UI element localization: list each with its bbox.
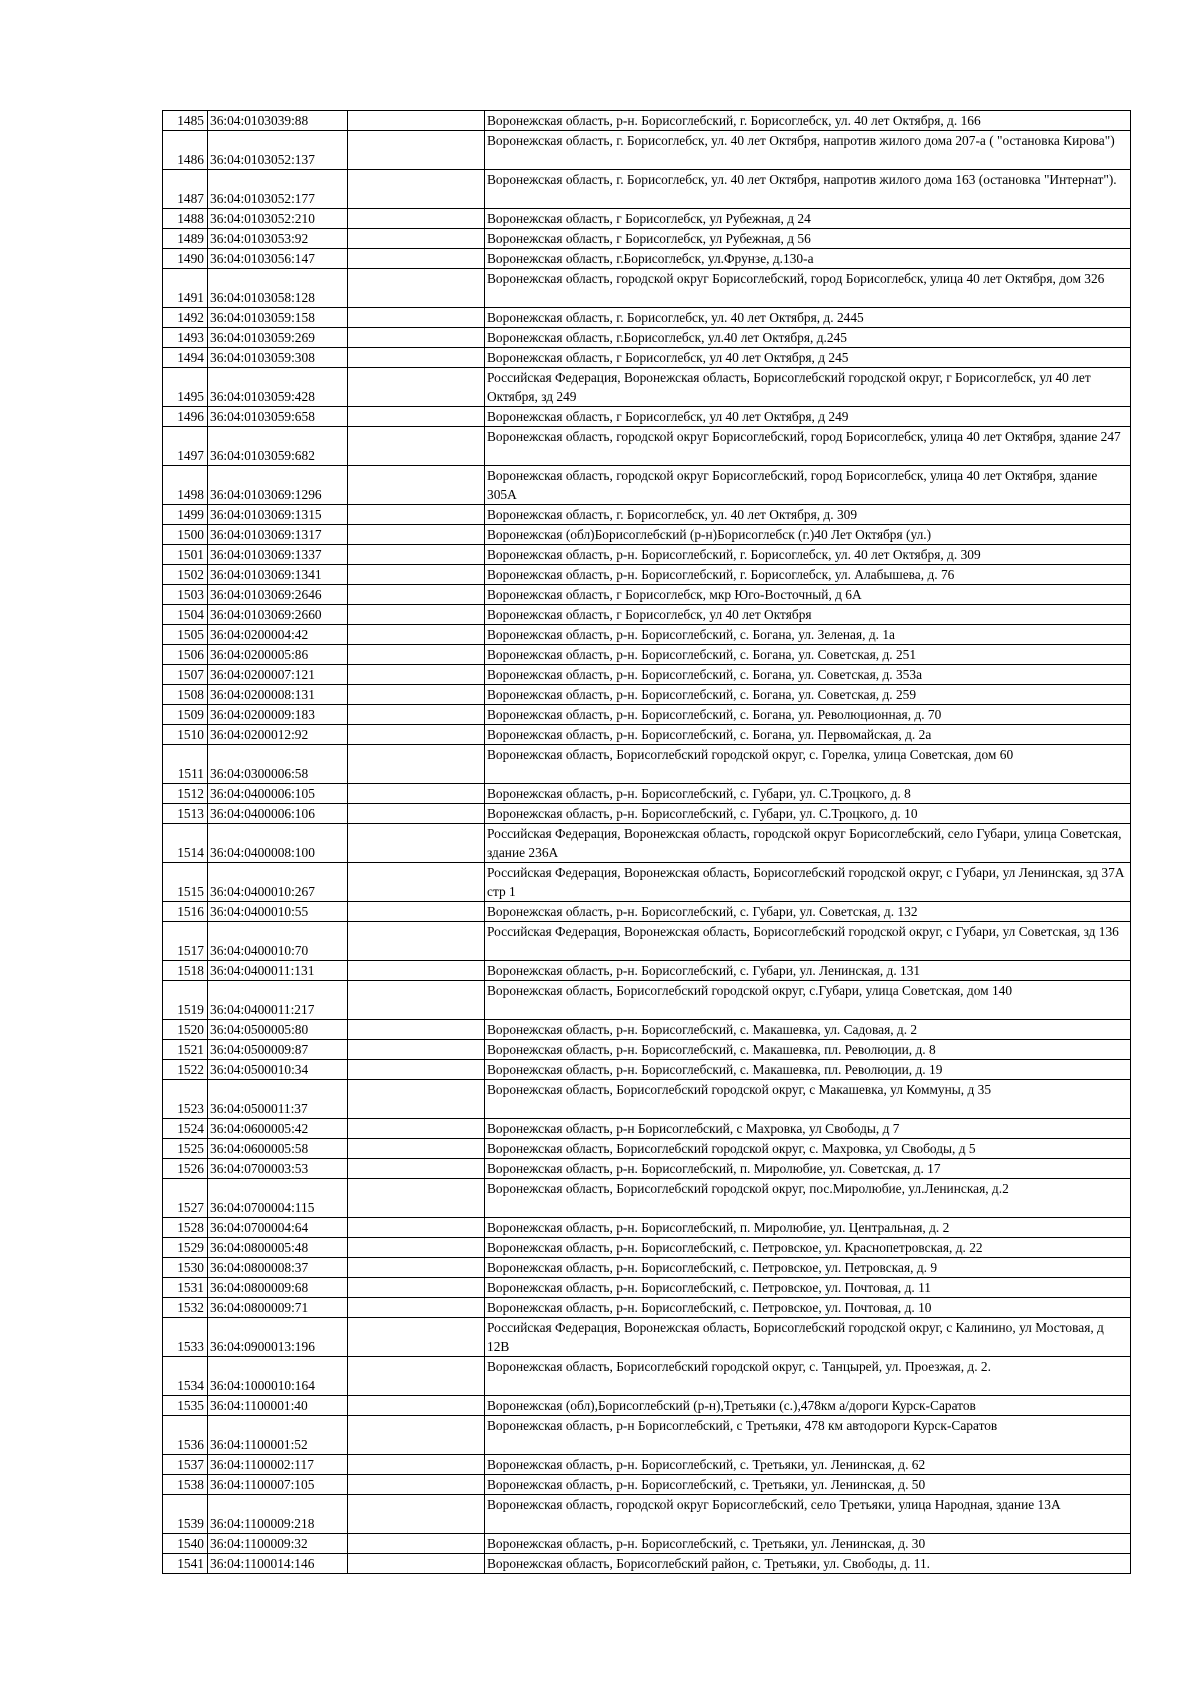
- address-cell: Воронежская область, р-н. Борисоглебский, с. Макашевка, пл. Революции, д. 19: [485, 1060, 1131, 1080]
- row-number-cell: 1492: [163, 308, 208, 328]
- address-cell: Воронежская область, р-н. Борисоглебский, с. Губари, ул. Советская, д. 132: [485, 902, 1131, 922]
- table-row: [163, 170, 1131, 209]
- row-number-cell: 1513: [163, 804, 208, 824]
- cadastral-number-cell: 36:04:0700004:115: [208, 1179, 348, 1218]
- table-row: [163, 645, 1131, 665]
- address-cell: Воронежская область, р-н. Борисоглебский, с. Губари, ул. С.Троцкого, д. 8: [485, 784, 1131, 804]
- empty-cell: [348, 1396, 485, 1416]
- cadastral-number-cell: 36:04:0200008:131: [208, 685, 348, 705]
- row-number-cell: 1508: [163, 685, 208, 705]
- row-number-cell: 1517: [163, 922, 208, 961]
- address-cell: Воронежская область, Борисоглебский городской округ, с. Горелка, улица Советская, дом 60: [485, 745, 1131, 784]
- table-row: [163, 981, 1131, 1020]
- row-number-cell: 1502: [163, 565, 208, 585]
- row-number-cell: 1497: [163, 427, 208, 466]
- table-row: [163, 269, 1131, 308]
- row-number-cell: 1503: [163, 585, 208, 605]
- empty-cell: [348, 784, 485, 804]
- address-cell: Воронежская область, г. Борисоглебск, ул. 40 лет Октября, напротив жилого дома 163 (остановка "Интернат").: [485, 170, 1131, 209]
- cadastral-number-cell: 36:04:0103069:1337: [208, 545, 348, 565]
- table-row: [163, 1534, 1131, 1554]
- row-number-cell: 1525: [163, 1139, 208, 1159]
- row-number-cell: 1519: [163, 981, 208, 1020]
- address-cell: Воронежская область, р-н. Борисоглебский, с. Макашевка, пл. Революции, д. 8: [485, 1040, 1131, 1060]
- table-row: [163, 407, 1131, 427]
- row-number-cell: 1534: [163, 1357, 208, 1396]
- address-cell: Воронежская область, р-н. Борисоглебский, с. Третьяки, ул. Ленинская, д. 30: [485, 1534, 1131, 1554]
- table-row: [163, 525, 1131, 545]
- table-row: [163, 784, 1131, 804]
- address-cell: Воронежская область, г Борисоглебск, ул Рубежная, д 24: [485, 209, 1131, 229]
- empty-cell: [348, 665, 485, 685]
- row-number-cell: 1523: [163, 1080, 208, 1119]
- table-row: [163, 328, 1131, 348]
- cadastral-number-cell: 36:04:0500010:34: [208, 1060, 348, 1080]
- address-cell: Российская Федерация, Воронежская область, Борисоглебский городской округ, с Калинино, ул Мостовая, д 12В: [485, 1318, 1131, 1357]
- empty-cell: [348, 545, 485, 565]
- cadastral-number-cell: 36:04:0400006:105: [208, 784, 348, 804]
- row-number-cell: 1488: [163, 209, 208, 229]
- cadastral-number-cell: 36:04:1100001:40: [208, 1396, 348, 1416]
- row-number-cell: 1528: [163, 1218, 208, 1238]
- address-cell: Российская Федерация, Воронежская область, Борисоглебский городской округ, г Борисоглебск, ул 40 лет Октября, зд 249: [485, 368, 1131, 407]
- address-cell: Воронежская область, г. Борисоглебск, ул. 40 лет Октября, напротив жилого дома 207-а ( "остановка Кирова"): [485, 131, 1131, 170]
- empty-cell: [348, 1139, 485, 1159]
- empty-cell: [348, 922, 485, 961]
- cadastral-number-cell: 36:04:0103059:428: [208, 368, 348, 407]
- row-number-cell: 1521: [163, 1040, 208, 1060]
- row-number-cell: 1527: [163, 1179, 208, 1218]
- empty-cell: [348, 170, 485, 209]
- address-cell: Воронежская область, Борисоглебский городской округ, с Макашевка, ул Коммуны, д 35: [485, 1080, 1131, 1119]
- address-cell: Воронежская область, Борисоглебский городской округ, пос.Миролюбие, ул.Ленинская, д.2: [485, 1179, 1131, 1218]
- cadastral-number-cell: 36:04:0103052:137: [208, 131, 348, 170]
- empty-cell: [348, 407, 485, 427]
- cadastral-number-cell: 36:04:1100001:52: [208, 1416, 348, 1455]
- table-row: [163, 111, 1131, 131]
- cadastral-number-cell: 36:04:0103059:658: [208, 407, 348, 427]
- table-row: [163, 427, 1131, 466]
- row-number-cell: 1490: [163, 249, 208, 269]
- table-row: [163, 1298, 1131, 1318]
- empty-cell: [348, 1258, 485, 1278]
- table-row: [163, 1495, 1131, 1534]
- empty-cell: [348, 585, 485, 605]
- cadastral-number-cell: 36:04:0400011:131: [208, 961, 348, 981]
- cadastral-number-cell: 36:04:0700004:64: [208, 1218, 348, 1238]
- cadastral-number-cell: 36:04:0103069:1317: [208, 525, 348, 545]
- table-row: [163, 961, 1131, 981]
- table-row: [163, 466, 1131, 505]
- cadastral-number-cell: 36:04:0600005:58: [208, 1139, 348, 1159]
- cadastral-number-cell: 36:04:0800008:37: [208, 1258, 348, 1278]
- address-cell: Воронежская (обл)Борисоглебский (р-н)Борисоглебск (г.)40 Лет Октября (ул.): [485, 525, 1131, 545]
- empty-cell: [348, 466, 485, 505]
- cadastral-number-cell: 36:04:0103069:2660: [208, 605, 348, 625]
- empty-cell: [348, 1416, 485, 1455]
- address-cell: Воронежская область, городской округ Борисоглебский, город Борисоглебск, улица 40 лет Октября, здание 247: [485, 427, 1131, 466]
- row-number-cell: 1541: [163, 1554, 208, 1574]
- address-cell: Российская Федерация, Воронежская область, Борисоглебский городской округ, с Губари, ул Советская, зд 136: [485, 922, 1131, 961]
- table-row: [163, 685, 1131, 705]
- row-number-cell: 1532: [163, 1298, 208, 1318]
- empty-cell: [348, 229, 485, 249]
- empty-cell: [348, 1040, 485, 1060]
- table-row: [163, 902, 1131, 922]
- row-number-cell: 1539: [163, 1495, 208, 1534]
- empty-cell: [348, 525, 485, 545]
- table-row: [163, 505, 1131, 525]
- empty-cell: [348, 1298, 485, 1318]
- row-number-cell: 1540: [163, 1534, 208, 1554]
- cadastral-number-cell: 36:04:1100007:105: [208, 1475, 348, 1495]
- empty-cell: [348, 1238, 485, 1258]
- table-row: [163, 1396, 1131, 1416]
- table-row: [163, 1475, 1131, 1495]
- address-cell: Воронежская (обл),Борисоглебский (р-н),Третьяки (с.),478км а/дороги Курск-Саратов: [485, 1396, 1131, 1416]
- row-number-cell: 1498: [163, 466, 208, 505]
- row-number-cell: 1510: [163, 725, 208, 745]
- address-cell: Воронежская область, р-н. Борисоглебский, с. Петровское, ул. Почтовая, д. 10: [485, 1298, 1131, 1318]
- cadastral-number-cell: 36:04:0103069:1296: [208, 466, 348, 505]
- cadastral-number-cell: 36:04:0103058:128: [208, 269, 348, 308]
- cadastral-number-cell: 36:04:0103069:1315: [208, 505, 348, 525]
- address-cell: Воронежская область, р-н. Борисоглебский, с. Богана, ул. Революционная, д. 70: [485, 705, 1131, 725]
- table-row: [163, 745, 1131, 784]
- row-number-cell: 1535: [163, 1396, 208, 1416]
- empty-cell: [348, 1119, 485, 1139]
- address-cell: Воронежская область, р-н Борисоглебский, с Махровка, ул Свободы, д 7: [485, 1119, 1131, 1139]
- row-number-cell: 1495: [163, 368, 208, 407]
- empty-cell: [348, 348, 485, 368]
- empty-cell: [348, 705, 485, 725]
- address-cell: Воронежская область, Борисоглебский район, с. Третьяки, ул. Свободы, д. 11.: [485, 1554, 1131, 1574]
- cadastral-number-cell: 36:04:0300006:58: [208, 745, 348, 784]
- cadastral-number-cell: 36:04:0200009:183: [208, 705, 348, 725]
- empty-cell: [348, 427, 485, 466]
- empty-cell: [348, 1455, 485, 1475]
- row-number-cell: 1515: [163, 863, 208, 902]
- row-number-cell: 1493: [163, 328, 208, 348]
- cadastral-number-cell: 36:04:0600005:42: [208, 1119, 348, 1139]
- table-row: [163, 665, 1131, 685]
- table-row: [163, 1159, 1131, 1179]
- address-cell: Воронежская область, р-н. Борисоглебский, с. Губари, ул. С.Троцкого, д. 10: [485, 804, 1131, 824]
- row-number-cell: 1507: [163, 665, 208, 685]
- address-cell: Воронежская область, р-н. Борисоглебский, с. Петровское, ул. Почтовая, д. 11: [485, 1278, 1131, 1298]
- address-cell: Воронежская область, р-н Борисоглебский, с Третьяки, 478 км автодороги Курск-Саратов: [485, 1416, 1131, 1455]
- row-number-cell: 1499: [163, 505, 208, 525]
- table-row: [163, 1554, 1131, 1574]
- row-number-cell: 1531: [163, 1278, 208, 1298]
- row-number-cell: 1520: [163, 1020, 208, 1040]
- address-cell: Воронежская область, г.Борисоглебск, ул.40 лет Октября, д.245: [485, 328, 1131, 348]
- empty-cell: [348, 961, 485, 981]
- address-cell: Воронежская область, городской округ Борисоглебский, город Борисоглебск, улица 40 лет Октября, дом 326: [485, 269, 1131, 308]
- table-row: [163, 1119, 1131, 1139]
- address-cell: Воронежская область, г Борисоглебск, ул Рубежная, д 56: [485, 229, 1131, 249]
- cadastral-number-cell: 36:04:0103059:308: [208, 348, 348, 368]
- address-cell: Воронежская область, р-н. Борисоглебский, с. Богана, ул. Советская, д. 251: [485, 645, 1131, 665]
- table-row: [163, 249, 1131, 269]
- table-row: [163, 131, 1131, 170]
- cadastral-number-cell: 36:04:0500005:80: [208, 1020, 348, 1040]
- row-number-cell: 1487: [163, 170, 208, 209]
- cadastral-number-cell: 36:04:1100002:117: [208, 1455, 348, 1475]
- cadastral-number-cell: 36:04:1100009:218: [208, 1495, 348, 1534]
- cadastral-number-cell: 36:04:0400010:267: [208, 863, 348, 902]
- table-row: [163, 209, 1131, 229]
- cadastral-number-cell: 36:04:0103053:92: [208, 229, 348, 249]
- address-cell: Воронежская область, Борисоглебский городской округ, с. Танцырей, ул. Проезжая, д. 2.: [485, 1357, 1131, 1396]
- address-cell: Воронежская область, г. Борисоглебск, ул. 40 лет Октября, д. 309: [485, 505, 1131, 525]
- empty-cell: [348, 308, 485, 328]
- cadastral-number-cell: 36:04:0400011:217: [208, 981, 348, 1020]
- cadastral-number-cell: 36:04:0103052:210: [208, 209, 348, 229]
- property-register-table: [162, 110, 1131, 1574]
- empty-cell: [348, 725, 485, 745]
- cadastral-number-cell: 36:04:0103052:177: [208, 170, 348, 209]
- table-body: [163, 111, 1131, 1574]
- table-row: [163, 1238, 1131, 1258]
- address-cell: Воронежская область, г.Борисоглебск, ул.Фрунзе, д.130-а: [485, 249, 1131, 269]
- table-row: [163, 368, 1131, 407]
- empty-cell: [348, 1495, 485, 1534]
- cadastral-number-cell: 36:04:0800009:71: [208, 1298, 348, 1318]
- empty-cell: [348, 368, 485, 407]
- table-row: [163, 1179, 1131, 1218]
- address-cell: Воронежская область, р-н. Борисоглебский, с. Богана, ул. Первомайская, д. 2а: [485, 725, 1131, 745]
- row-number-cell: 1537: [163, 1455, 208, 1475]
- cadastral-number-cell: 36:04:1000010:164: [208, 1357, 348, 1396]
- address-cell: Воронежская область, р-н. Борисоглебский, с. Третьяки, ул. Ленинская, д. 50: [485, 1475, 1131, 1495]
- address-cell: Воронежская область, г Борисоглебск, ул 40 лет Октября, д 245: [485, 348, 1131, 368]
- row-number-cell: 1512: [163, 784, 208, 804]
- address-cell: Воронежская область, городской округ Борисоглебский, село Третьяки, улица Народная, здание 13А: [485, 1495, 1131, 1534]
- empty-cell: [348, 1159, 485, 1179]
- table-row: [163, 545, 1131, 565]
- row-number-cell: 1485: [163, 111, 208, 131]
- row-number-cell: 1506: [163, 645, 208, 665]
- address-cell: Воронежская область, г Борисоглебск, мкр Юго-Восточный, д 6А: [485, 585, 1131, 605]
- empty-cell: [348, 505, 485, 525]
- table-row: [163, 348, 1131, 368]
- table-row: [163, 1455, 1131, 1475]
- table-row: [163, 824, 1131, 863]
- table-row: [163, 1040, 1131, 1060]
- row-number-cell: 1530: [163, 1258, 208, 1278]
- address-cell: Воронежская область, р-н. Борисоглебский, с. Губари, ул. Ленинская, д. 131: [485, 961, 1131, 981]
- cadastral-number-cell: 36:04:0200005:86: [208, 645, 348, 665]
- row-number-cell: 1518: [163, 961, 208, 981]
- empty-cell: [348, 131, 485, 170]
- row-number-cell: 1505: [163, 625, 208, 645]
- address-cell: Воронежская область, р-н. Борисоглебский, с. Богана, ул. Зеленая, д. 1а: [485, 625, 1131, 645]
- row-number-cell: 1522: [163, 1060, 208, 1080]
- empty-cell: [348, 902, 485, 922]
- table-row: [163, 605, 1131, 625]
- table-row: [163, 863, 1131, 902]
- row-number-cell: 1509: [163, 705, 208, 725]
- row-number-cell: 1533: [163, 1318, 208, 1357]
- empty-cell: [348, 625, 485, 645]
- cadastral-number-cell: 36:04:0200012:92: [208, 725, 348, 745]
- cadastral-number-cell: 36:04:0400010:55: [208, 902, 348, 922]
- empty-cell: [348, 1080, 485, 1119]
- address-cell: Воронежская область, Борисоглебский городской округ, с.Губари, улица Советская, дом 140: [485, 981, 1131, 1020]
- cadastral-number-cell: 36:04:0103039:88: [208, 111, 348, 131]
- address-cell: Российская Федерация, Воронежская область, городской округ Борисоглебский, село Губари, улица Советская, здание 236А: [485, 824, 1131, 863]
- address-cell: Воронежская область, р-н. Борисоглебский, с. Макашевка, ул. Садовая, д. 2: [485, 1020, 1131, 1040]
- table-row: [163, 1139, 1131, 1159]
- table-row: [163, 308, 1131, 328]
- table-row: [163, 1258, 1131, 1278]
- row-number-cell: 1500: [163, 525, 208, 545]
- table-row: [163, 922, 1131, 961]
- cadastral-number-cell: 36:04:0400006:106: [208, 804, 348, 824]
- cadastral-number-cell: 36:04:0200004:42: [208, 625, 348, 645]
- empty-cell: [348, 1179, 485, 1218]
- row-number-cell: 1511: [163, 745, 208, 784]
- table-row: [163, 1416, 1131, 1455]
- row-number-cell: 1536: [163, 1416, 208, 1455]
- address-cell: Российская Федерация, Воронежская область, Борисоглебский городской округ, с Губари, ул Ленинская, зд 37А стр 1: [485, 863, 1131, 902]
- table-row: [163, 625, 1131, 645]
- address-cell: Воронежская область, р-н. Борисоглебский, с. Богана, ул. Советская, д. 353а: [485, 665, 1131, 685]
- address-cell: Воронежская область, р-н. Борисоглебский, с. Третьяки, ул. Ленинская, д. 62: [485, 1455, 1131, 1475]
- row-number-cell: 1491: [163, 269, 208, 308]
- empty-cell: [348, 863, 485, 902]
- empty-cell: [348, 269, 485, 308]
- cadastral-number-cell: 36:04:0103059:158: [208, 308, 348, 328]
- address-cell: Воронежская область, г Борисоглебск, ул 40 лет Октября, д 249: [485, 407, 1131, 427]
- row-number-cell: 1501: [163, 545, 208, 565]
- address-cell: Воронежская область, р-н. Борисоглебский, с. Петровское, ул. Краснопетровская, д. 22: [485, 1238, 1131, 1258]
- cadastral-number-cell: 36:04:0800005:48: [208, 1238, 348, 1258]
- empty-cell: [348, 685, 485, 705]
- table-row: [163, 1318, 1131, 1357]
- empty-cell: [348, 1020, 485, 1040]
- row-number-cell: 1516: [163, 902, 208, 922]
- address-cell: Воронежская область, городской округ Борисоглебский, город Борисоглебск, улица 40 лет Октября, здание 305А: [485, 466, 1131, 505]
- address-cell: Воронежская область, г. Борисоглебск, ул. 40 лет Октября, д. 2445: [485, 308, 1131, 328]
- address-cell: Воронежская область, р-н. Борисоглебский, с. Богана, ул. Советская, д. 259: [485, 685, 1131, 705]
- table-row: [163, 705, 1131, 725]
- table-row: [163, 725, 1131, 745]
- table-row: [163, 1218, 1131, 1238]
- cadastral-number-cell: 36:04:0400010:70: [208, 922, 348, 961]
- empty-cell: [348, 1475, 485, 1495]
- row-number-cell: 1514: [163, 824, 208, 863]
- row-number-cell: 1494: [163, 348, 208, 368]
- address-cell: Воронежская область, р-н. Борисоглебский, г. Борисоглебск, ул. Алабышева, д. 76: [485, 565, 1131, 585]
- empty-cell: [348, 328, 485, 348]
- empty-cell: [348, 1218, 485, 1238]
- empty-cell: [348, 565, 485, 585]
- empty-cell: [348, 1357, 485, 1396]
- empty-cell: [348, 745, 485, 784]
- row-number-cell: 1529: [163, 1238, 208, 1258]
- address-cell: Воронежская область, р-н. Борисоглебский, п. Миролюбие, ул. Центральная, д. 2: [485, 1218, 1131, 1238]
- cadastral-number-cell: 36:04:0103069:1341: [208, 565, 348, 585]
- cadastral-number-cell: 36:04:0200007:121: [208, 665, 348, 685]
- empty-cell: [348, 1060, 485, 1080]
- table-row: [163, 1060, 1131, 1080]
- empty-cell: [348, 111, 485, 131]
- cadastral-number-cell: 36:04:1100014:146: [208, 1554, 348, 1574]
- empty-cell: [348, 209, 485, 229]
- table-row: [163, 585, 1131, 605]
- row-number-cell: 1496: [163, 407, 208, 427]
- empty-cell: [348, 645, 485, 665]
- table-row: [163, 1357, 1131, 1396]
- empty-cell: [348, 1318, 485, 1357]
- row-number-cell: 1504: [163, 605, 208, 625]
- cadastral-number-cell: 36:04:0103059:269: [208, 328, 348, 348]
- table-row: [163, 1080, 1131, 1119]
- table-row: [163, 1278, 1131, 1298]
- empty-cell: [348, 605, 485, 625]
- cadastral-number-cell: 36:04:0900013:196: [208, 1318, 348, 1357]
- cadastral-number-cell: 36:04:1100009:32: [208, 1534, 348, 1554]
- table-row: [163, 565, 1131, 585]
- row-number-cell: 1538: [163, 1475, 208, 1495]
- address-cell: Воронежская область, Борисоглебский городской округ, с. Махровка, ул Свободы, д 5: [485, 1139, 1131, 1159]
- address-cell: Воронежская область, р-н. Борисоглебский, г. Борисоглебск, ул. 40 лет Октября, д. 309: [485, 545, 1131, 565]
- row-number-cell: 1486: [163, 131, 208, 170]
- empty-cell: [348, 824, 485, 863]
- cadastral-number-cell: 36:04:0103056:147: [208, 249, 348, 269]
- empty-cell: [348, 981, 485, 1020]
- empty-cell: [348, 1554, 485, 1574]
- row-number-cell: 1489: [163, 229, 208, 249]
- address-cell: Воронежская область, р-н. Борисоглебский, г. Борисоглебск, ул. 40 лет Октября, д. 166: [485, 111, 1131, 131]
- empty-cell: [348, 1278, 485, 1298]
- empty-cell: [348, 804, 485, 824]
- address-cell: Воронежская область, г Борисоглебск, ул 40 лет Октября: [485, 605, 1131, 625]
- address-cell: Воронежская область, р-н. Борисоглебский, с. Петровское, ул. Петровская, д. 9: [485, 1258, 1131, 1278]
- cadastral-number-cell: 36:04:0103059:682: [208, 427, 348, 466]
- table-row: [163, 229, 1131, 249]
- cadastral-number-cell: 36:04:0103069:2646: [208, 585, 348, 605]
- cadastral-number-cell: 36:04:0800009:68: [208, 1278, 348, 1298]
- table-row: [163, 804, 1131, 824]
- empty-cell: [348, 249, 485, 269]
- empty-cell: [348, 1534, 485, 1554]
- cadastral-number-cell: 36:04:0400008:100: [208, 824, 348, 863]
- row-number-cell: 1526: [163, 1159, 208, 1179]
- cadastral-number-cell: 36:04:0500009:87: [208, 1040, 348, 1060]
- table-row: [163, 1020, 1131, 1040]
- row-number-cell: 1524: [163, 1119, 208, 1139]
- cadastral-number-cell: 36:04:0700003:53: [208, 1159, 348, 1179]
- cadastral-number-cell: 36:04:0500011:37: [208, 1080, 348, 1119]
- address-cell: Воронежская область, р-н. Борисоглебский, п. Миролюбие, ул. Советская, д. 17: [485, 1159, 1131, 1179]
